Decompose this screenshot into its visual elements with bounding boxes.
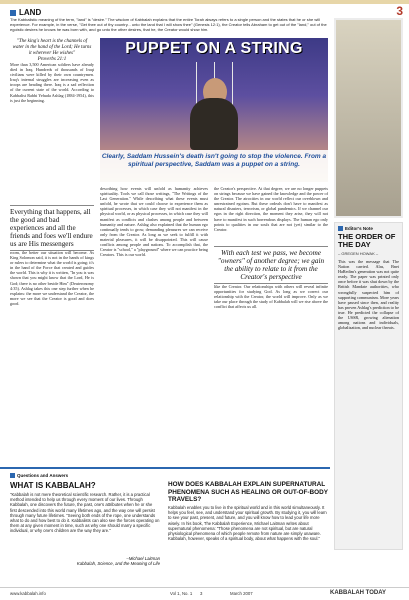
footer-url[interactable]: www.kabbalah.info xyxy=(10,591,46,596)
footer-date: March 2007 xyxy=(230,591,253,596)
article-column-2: describing how events will unfold as humanity achieves spirituality. Tools we call those writings, "The Writings of the Last Generation." While describing what these events must unfold, he wrote that we could choose to experience them as spiritual processes, in which case they will not manifest in the physical world, or as physical processes, in which case they will manifest as conflicts and clashes among people and between humanity and nature. Ashlag also explained that the human ego continually tends to grow, demanding pleasures we can receive only from the Creator. As long as we seek to fulfill it with material pleasures, it will be disappointed. This will cause conflicts among people and nations. To accomplish that, the Creator is "school," a "playground" where we can practice being Creators. This is our world. xyxy=(100,186,208,258)
editors-note-body: This was the message that The Nation carried. Alas, Bnei HaRedim's generation was not quite ready. The paper was printed only once before it was shut down by the British Mandate authorities, who wrongfully suspected him of supporting communism. More years have passed since then, and reality has proven Ashlag's prediction to be true. He predicted the collapse of the USSR, growing alienation among nations and individuals, globalization, and nuclear threats. xyxy=(338,259,399,331)
article-column-1-continued: room, the better our situation will become. As King Solomon said, it is not in the hands of kings or rulers to determine what the world is going; it's in the hand of the Force that created and guides the world. This is why it is written, "In you is was shown that you might know that the Lord, He is God; there is no other beside Him" (Deuteronomy 4:35). Ashlag takes this one step further when he explains: the more we understand the Creator, the more we see that the Creator is good and does good. xyxy=(10,250,94,306)
illustration-caption: Clearly, Saddam Hussein's death isn't going to stop the violence. From a spiritual perspective, Saddam was a puppet on a string. xyxy=(100,150,328,182)
q2-title: HOW DOES KABBALAH EXPLAIN SUPERNATURAL PHENOMENA SUCH AS HEALING OR OUT-OF-BODY TRAVELS? xyxy=(168,481,328,503)
qa-title: WHAT IS KABBALAH? xyxy=(10,481,96,490)
puppet-illustration xyxy=(100,38,328,182)
section-divider xyxy=(0,467,330,469)
article-column-3: the Creator's perspective. At that degree, we are no longer puppets on strings because we have gained the knowledge and the power of the Creator. The atrocities in our world reflect our overblown and unrestrained egoism. But these ordeals don't have to manifest as natural disasters, terrorism, or global pandemics. If we channel our egos in the right direction, the moment they arise, they will not have to manifest in such horrendous displays. The human ego only points to qualities in our souls that are not (yet) similar to the Creator. xyxy=(214,186,328,232)
article-column-1 xyxy=(10,62,94,103)
section-marker-icon xyxy=(10,473,15,478)
quote-source: Proverbs 21:1 xyxy=(37,57,67,62)
qa-section-tag: Questions and Answers xyxy=(10,473,68,478)
article-text: More than 3,500 American soldiers have already died in Iraq. Hundreds of thousands of Iraqi civilians were killed by their own countrymen. Iraq's internal struggles are increasing even as troops are heading there. Iraq is a sad reflection of the current state of the world. According to Kabbalist Rabbi Yehuda Ashlag (1884-1954), this is just the beginning. xyxy=(10,62,94,103)
pull-quote: With each test we pass, we become "owners" of another degree; we gain the ability to relate to it from the Creator's perspective xyxy=(214,246,328,284)
footer-paper-name: KABBALAH TODAY xyxy=(330,590,387,596)
page-number: 3 xyxy=(396,4,403,18)
section-marker-icon xyxy=(338,226,343,231)
qa-attribution: –Michael Laitman Kabbalah, Science, and the Meaning of Life xyxy=(76,556,160,567)
section-header xyxy=(10,8,328,17)
editors-note-title: THE ORDER OF THE DAY xyxy=(338,232,396,249)
pull-quote: Everything that happens, all the good and bad experiences and all the friends and foes we'll endure us are His messengers xyxy=(10,205,94,251)
article-column-3-continued: like the Creator. Our relationships with others will reveal infinite opportunities for studying God. As long as we correct our relationship with the Creator, the world will improve. Only as we take our place through the study of Kabbalah will we rise above the conflict that affects us all. xyxy=(214,284,328,310)
section-marker-icon xyxy=(10,10,16,16)
top-accent-bar xyxy=(0,0,409,4)
article-headline: PUPPET ON A STRING xyxy=(125,40,303,57)
editors-note-box xyxy=(334,222,403,550)
qa-body: "Kabbalah is not mere theoretical scientific research. Rather, it is a practical method intended to help us through every moment of our lives. Through Kabbalah, one discovers the future, the past, one's attributes when he or she first descended into this world many lifetimes ago, and the way one will persist through many future lifetimes. "Seeing both ends of the rope, one understands what to do and how best to do it. Kabbalists can also see the forces operating on them at any given moment in time, such as why one should marry a specific individual, or why one's children are the way they are." xyxy=(10,492,160,534)
epigraph-quote xyxy=(12,39,92,63)
footer-issue: Vol 1, No. 1 xyxy=(170,591,193,596)
quote-text: "The king's heart is the channels of water in the hand of the Lord; He turns it wherever He wishes" xyxy=(12,39,92,56)
editors-note-tag: Editor's Note xyxy=(338,226,399,231)
editors-note-byline: – GREGEN HOWAK – xyxy=(338,251,379,256)
section-title: LAND xyxy=(19,8,42,17)
footer-page: 3 xyxy=(200,591,203,596)
cover-image xyxy=(336,20,401,216)
section-intro: The Kabbalistic meaning of the term, "land" is "desire." The wisdom of Kabbalah explains that the entire Torah always refers to a single person and the states that he or she will experience. For example, in the verse, "Get thee out of thy country... unto the land that I will show thee" (Genesis 12:1), the Creator tells Abraham to get out of the "land," out of the egoistic desires he knows he was born with, and go unto the other desires, that he, the Creator would show him. xyxy=(10,17,327,32)
q2-body: Kabbalah enables you to live in the spiritual world and in this world simultaneously. It helps you feel, see, and understand your spiritual growth. By studying it, you will learn to see your past, present, and future, and you will know how to lead your life more wisely. In his book, The Kabbalah Experience, Michael Laitman writes about supernatural phenomena: "Those phenomena are not spiritual, but are natural physiological phenomena of which people remote from nature are simply unaware. Kabbalah, however, speaks of a spiritual body, about what happens with the soul." xyxy=(168,505,327,542)
page-footer xyxy=(0,587,409,600)
puppet-figure-body xyxy=(190,98,238,150)
